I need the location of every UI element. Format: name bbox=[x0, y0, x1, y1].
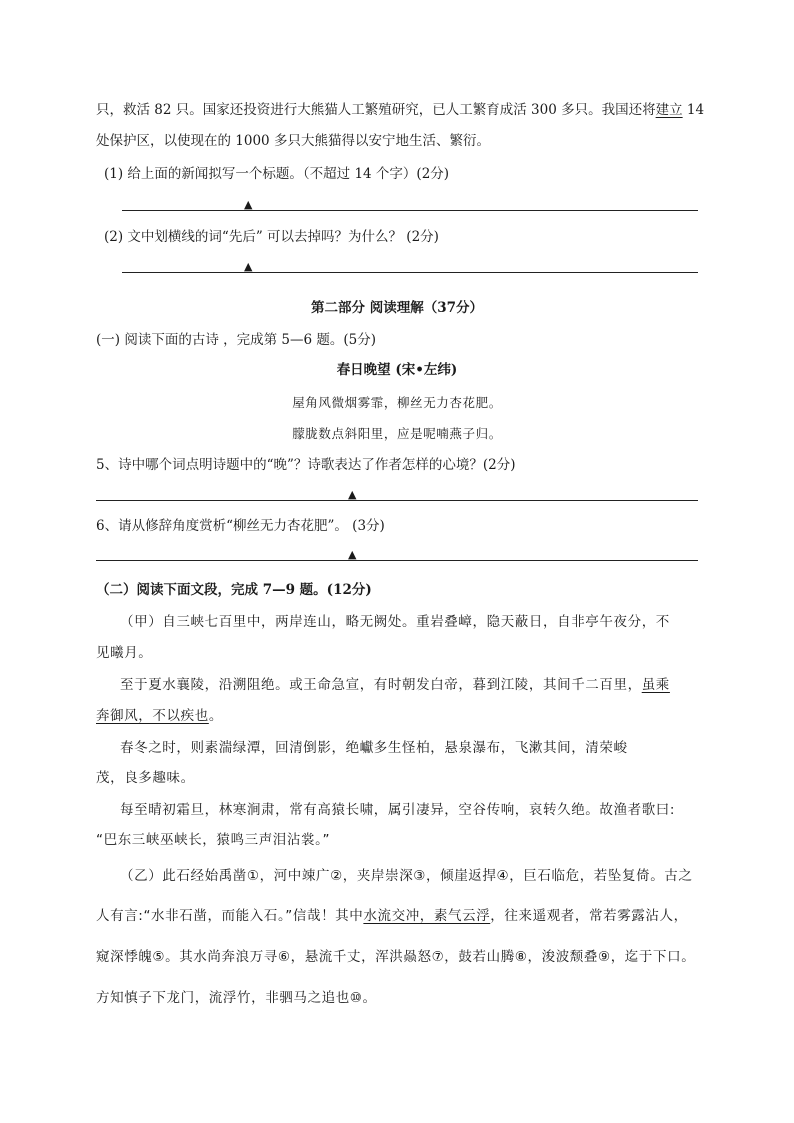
underlined-phrase: 水流交冲，素气云浮 bbox=[363, 908, 491, 924]
news-text-line-1-a: 只，救活 82 只。国家还投资进行大熊猫人工繁殖研究，已人工繁育成活 300 多只。我国还将 bbox=[96, 102, 656, 118]
news-text-line-1-b: 14 bbox=[682, 102, 705, 118]
passage-b-line-4: 方知慎子下龙门，流浮竹，非驷马之追也⑩。 bbox=[96, 990, 377, 1006]
part-2-title: 第二部分 阅读理解（37分） bbox=[311, 300, 483, 316]
poem-line-1: 屋角风微烟雾霏，柳丝无力杏花肥。 bbox=[292, 395, 502, 410]
passage-a-p2-line-1-a: 至于夏水襄陵，沿溯阻绝。或王命急宣，有时朝发白帝，暮到江陵，其间千二百里， bbox=[120, 677, 642, 693]
underlined-phrase: 虽乘 bbox=[641, 677, 670, 693]
question-1: (1) 给上面的新闻拟写一个标题。（不超过 14 个字）(2分) bbox=[104, 166, 450, 182]
question-6: 6、请从修辞角度赏析“柳丝无力杏花肥”。 (3分) bbox=[96, 518, 385, 534]
question-2: (2) 文中划横线的词“先后” 可以去掉吗？为什么？ (2分) bbox=[104, 229, 439, 245]
passage-b-line-2-a: 人有言:“水非石凿，而能入石。”信哉！其中 bbox=[96, 908, 364, 924]
passage-a-p4-line-2: “巴东三峡巫峡长，猿鸣三声泪沾裳。” bbox=[96, 832, 331, 848]
section-1-intro: (一) 阅读下面的古诗 ，完成第 5—6 题。(5分) bbox=[96, 332, 376, 348]
passage-b-line-2-b: ，往来遥观者，常若雾露沾人， bbox=[490, 908, 688, 924]
news-text-line-2: 处保护区，以使现在的 1000 多只大熊猫得以安宁地生活、繁衍。 bbox=[96, 133, 490, 149]
passage-a-p4-line-1: 每至晴初霜旦，林寒涧肃，常有高猿长啸，属引凄异，空谷传响，哀转久绝。故渔者歌曰: bbox=[120, 802, 676, 818]
passage-b-line-3: 窥深悸魄⑤。其水尚奔浪万寻⑥，悬流千丈，浑洪赑怒⑦，鼓若山腾⑧，浚波颓叠⑨，迄于下口。 bbox=[96, 949, 696, 965]
answer-line-6[interactable] bbox=[96, 560, 698, 561]
passage-a-p3-line-2: 茂，良多趣味。 bbox=[96, 770, 195, 786]
answer-line-1[interactable] bbox=[122, 210, 698, 211]
news-text-line-1 bbox=[96, 100, 704, 120]
answer-marker-triangle-icon: ▲ bbox=[244, 198, 253, 211]
passage-a-p1-line-1: （甲）自三峡七百里中，两岸连山，略无阙处。重岩叠嶂，隐天蔽日，自非亭午夜分，不 bbox=[120, 614, 670, 630]
passage-a-p2-line-2 bbox=[96, 706, 223, 726]
answer-line-2[interactable] bbox=[122, 272, 698, 273]
passage-a-p1-line-2: 见曦月。 bbox=[96, 645, 153, 661]
passage-a-p3-line-1: 春冬之时，则素湍绿潭，回清倒影，绝巘多生怪柏，悬泉瀑布，飞漱其间，清荣峻 bbox=[120, 740, 628, 756]
answer-marker-triangle-icon: ▲ bbox=[244, 260, 253, 273]
underlined-phrase: 奔御风，不以疾也 bbox=[96, 708, 209, 724]
underlined-word: 建立 bbox=[655, 102, 683, 118]
poem-title: 春日晚望 (宋•左纬) bbox=[336, 362, 458, 378]
poem-line-2: 朦胧数点斜阳里，应是呢喃燕子归。 bbox=[292, 426, 502, 441]
passage-b-line-2 bbox=[96, 906, 688, 926]
section-2-intro: （二）阅读下面文段，完成 7—9 题。(12分) bbox=[96, 582, 372, 598]
passage-a-p2-line-2-b: 。 bbox=[208, 708, 223, 724]
answer-marker-triangle-icon: ▲ bbox=[348, 548, 357, 561]
answer-marker-triangle-icon: ▲ bbox=[348, 488, 357, 501]
passage-b-line-1: （乙）此石经始禹凿①，河中竦广②，夹岸崇深③，倾崖返捍④，巨石临危，若坠复倚。古之 bbox=[120, 868, 693, 884]
passage-a-p2-line-1 bbox=[120, 675, 670, 695]
question-5: 5、诗中哪个词点明诗题中的“晚”？诗歌表达了作者怎样的心境？(2分) bbox=[96, 457, 516, 473]
answer-line-5[interactable] bbox=[96, 500, 698, 501]
